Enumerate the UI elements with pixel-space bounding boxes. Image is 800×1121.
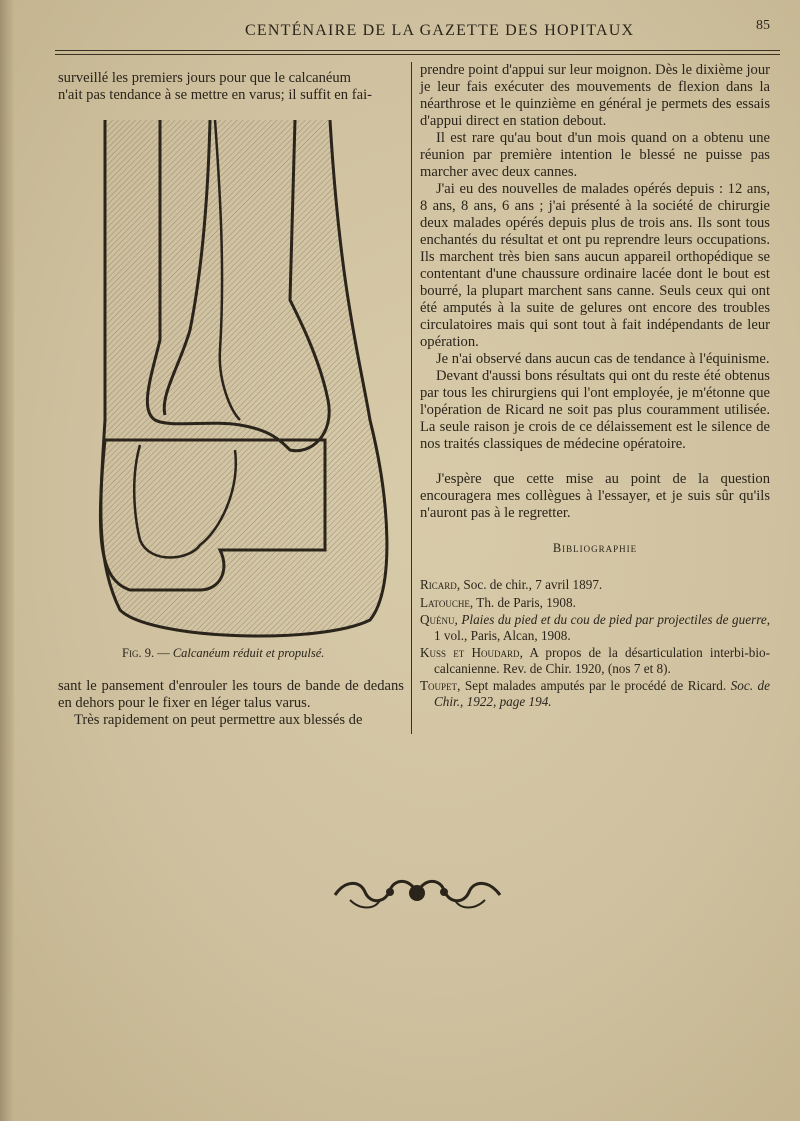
- bibliography-entry: [420, 645, 770, 676]
- foot-bone-illustration: [90, 120, 400, 650]
- figure-caption: [122, 646, 382, 661]
- bibliography-title: Bibliographie: [552, 541, 638, 555]
- paragraph: Il est rare qu'au bout d'un mois quand on a obtenu une réunion par première intention le blessé ne puisse pas marcher avec deux cannes.: [420, 130, 770, 180]
- paragraph: Devant d'aussi bons résultats qui ont du reste été obtenus par tous les chirurgiens qui l'ont employée, je m'étonne que l'opération de Ricard ne soit pas plus couramment utilisée. La seule raison je crois de ce délaissement est le silence de nos traités classiques de médecine opératoire.: [420, 368, 770, 452]
- bibliography-entry: [420, 612, 770, 643]
- bib-text: , Th. de Paris, 1908.: [469, 594, 576, 610]
- outro-paragraph-1: sant le pansement d'enrouler les tours de bande de dedans en dehors pour le fixer en léger talus varus.: [58, 678, 404, 711]
- page-edge: [0, 0, 14, 1121]
- intro-line-2: n'ait pas tendance à se mettre en varus; il suffit en fai-: [58, 87, 372, 103]
- intro-line-1: surveillé les premiers jours pour que le calcanéum: [58, 70, 351, 86]
- page-number: 85: [756, 18, 770, 33]
- running-header: [60, 18, 770, 48]
- right-column: [420, 62, 770, 711]
- bib-author: Latouche: [420, 594, 470, 610]
- figure-9-diagram: [90, 120, 400, 650]
- bib-author: Toupet: [420, 678, 458, 693]
- soft-tissue-outline: [101, 120, 387, 636]
- bib-text: , Soc. de chir., 7 avril 1897.: [456, 577, 603, 592]
- paragraph: J'ai eu des nouvelles de malades opérés depuis : 12 ans, 8 ans, 8 ans, 6 ans ; j'ai présenté à la société de chirurgie deux malades opérés depuis plus de trois ans. Ils sont tous enchantés du résultat et ont pu reprendre leurs occupations. Ils marchent très bien sans aucun appareil orthopédique se contentant d'une chaussure ordinaire lacée dont le bout est bourré, la plupart marchent sans canne. Seuls ceux qui ont été amputés à la suite de gelures ont encore des troubles circulatoires mais qui sont tout à fait indépendants de leur opération.: [420, 181, 770, 350]
- bib-text: , A propos de la désarticulation interbi-bio-calcanienne. Rev. de Chir. 1920, (nos 7 et 8).: [434, 645, 770, 676]
- bibliography-entry: [420, 577, 770, 593]
- column-divider: [411, 62, 412, 734]
- left-column-intro: [58, 70, 404, 104]
- decorative-ornament: [330, 870, 505, 916]
- bib-text: , Sept malades amputés par le procédé de Ricard.: [457, 678, 731, 693]
- paragraph: J'espère que cette mise au point de la question encouragera mes collègues à l'essayer, et je suis sûr qu'ils n'auront pas à le regretter.: [420, 471, 770, 521]
- bib-author: Quénu: [420, 612, 455, 627]
- bib-title: Soc. de Chir., 1922, page 194.: [434, 678, 770, 709]
- caption-text: Calcanéum réduit et propulsé.: [172, 646, 325, 660]
- paragraph: Je n'ai observé dans aucun cas de tendance à l'équinisme.: [436, 351, 770, 367]
- bib-author: Ricard: [420, 577, 457, 592]
- left-column-outro: [58, 678, 404, 729]
- paragraph: prendre point d'appui sur leur moignon. Dès le dixième jour je leur fais exécuter des mouvements de flexion dans la néarthrose et le quinzième en général je permets des essais d'appui direct en station debout.: [420, 62, 770, 129]
- header-rule-top: [55, 50, 780, 51]
- caption-separator: —: [154, 646, 173, 660]
- bib-text: , 1 vol., Paris, Alcan, 1908.: [434, 612, 770, 643]
- bib-title: , Plaies du pied et du cou de pied par projectiles de guerre: [454, 612, 767, 627]
- bibliography-entry: [420, 678, 770, 709]
- bibliography-entry: [420, 595, 770, 611]
- bib-author: Kuss et Houdard: [420, 645, 520, 660]
- outro-paragraph-2: Très rapidement on peut permettre aux blessés de: [74, 712, 363, 728]
- header-title: CENTÉNAIRE DE LA GAZETTE DES HOPITAUX: [245, 22, 635, 39]
- flourish-icon: [330, 870, 505, 916]
- figure-label: Fig. 9.: [122, 646, 155, 660]
- header-rule-bottom: [55, 54, 780, 55]
